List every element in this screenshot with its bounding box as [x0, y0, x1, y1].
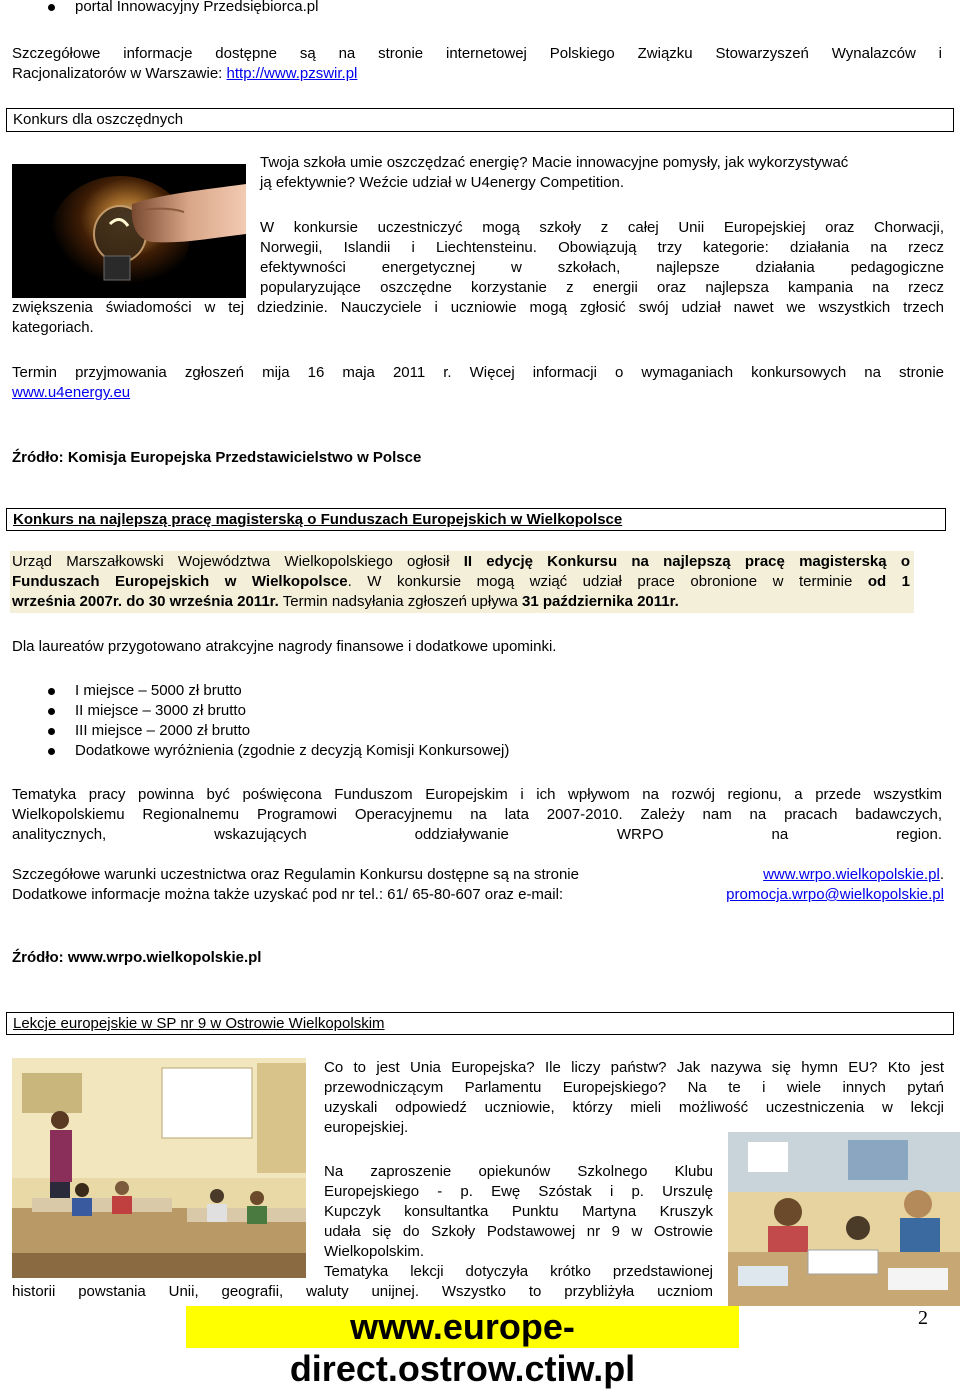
- paragraph-line: udała się do Szkoły Podstawowej nr 9 w Ostrowie: [324, 1223, 713, 1240]
- list-item: Dodatkowe wyróżnienia (zgodnie z decyzją Komisji Konkursowej): [75, 742, 510, 759]
- paragraph-line: W konkursie uczestniczyć mogą szkoły z całej Unii Europejskiej oraz Chorwacji,: [260, 219, 944, 236]
- source-line: Źródło: www.wrpo.wielkopolskie.pl: [12, 949, 262, 966]
- paragraph-line: Wielkopolskiemu Regionalnemu Programowi Operacyjnemu na lata 2007-2010. Zależy nam na pracach badawczych,: [12, 806, 942, 823]
- paragraph-line: Dla laureatów przygotowano atrakcyjne nagrody finansowe i dodatkowe upominki.: [12, 638, 557, 655]
- paragraph-line: europejskiej.: [324, 1119, 409, 1136]
- email-link[interactable]: promocja.wrpo@wielkopolskie.pl: [726, 886, 944, 903]
- paragraph-line: Racjonalizatorów w Warszawie: http://www.pzswir.pl: [12, 65, 358, 82]
- paragraph-line: przewodniczącym Parlamentu Europejskiego? Na te i wiele innych pytań: [324, 1079, 944, 1096]
- section-heading-box: [6, 508, 946, 531]
- paragraph-line: Kupczyk konsultantka Punktu Martyna Kruszyk: [324, 1203, 713, 1220]
- section-heading: Lekcje europejskie w SP nr 9 w Ostrowie Wielkopolskim: [13, 1015, 385, 1032]
- paragraph-line: Norwegii, Islandii i Liechtensteinu. Obowiązują trzy kategorie: działania na rzecz: [260, 239, 944, 256]
- section-heading: Konkurs dla oszczędnych: [13, 111, 184, 128]
- paragraph-line: Dodatkowe informacje można także uzyskać pod nr tel.: 61/ 65-80-607 oraz e-mail: promocja.wrpo@wielkopolskie.pl: [12, 886, 944, 903]
- paragraph-line: Tematyka lekcji dotyczyła krótko przedstawionej: [324, 1263, 713, 1280]
- students-photo: [728, 1132, 960, 1306]
- list-item: II miejsce – 3000 zł brutto: [75, 702, 246, 719]
- page-number: 2: [918, 1307, 928, 1329]
- paragraph-line: ją efektywnie? Weźcie udział w U4energy Competition.: [260, 174, 625, 191]
- paragraph-line: Co to jest Unia Europejska? Ile liczy państw? Jak nazywa się hymn EU? Kto jest: [324, 1059, 944, 1076]
- paragraph-line: popularyzujące oszczędne korzystanie z energii oraz najlepsza kampania na rzecz: [260, 279, 944, 296]
- paragraph-line: zwiększenia świadomości w tej dziedzinie. Nauczyciele i uczniowie mogą zgłosić swój udział nawet we wszystkich trzech: [12, 299, 944, 316]
- paragraph-line: [12, 383, 944, 403]
- paragraph-line: kategoriach.: [12, 319, 94, 336]
- paragraph-line: września 2007r. do 30 września 2011r. Termin nadsyłania zgłoszeń upływa 31 października 2011r.: [12, 593, 679, 610]
- paragraph-line: Termin przyjmowania zgłoszeń mija 16 maja 2011 r. Więcej informacji o wymaganiach konkursowych na stronie: [12, 364, 944, 381]
- footer-url[interactable]: www.europe-direct.ostrow.ctiw.pl: [186, 1306, 739, 1348]
- wrpo-link[interactable]: www.wrpo.wielkopolskie.pl: [763, 866, 940, 883]
- paragraph-line: efektywności energetycznej w szkołach, najlepsze działania pedagogiczne: [260, 259, 944, 276]
- list-item: portal Innowacyjny Przedsiębiorca.pl: [75, 0, 318, 17]
- paragraph-line: historii powstania Unii, geografii, waluty unijnej. Wszystko to przybliżyła uczniom: [12, 1283, 713, 1300]
- paragraph-line: Wielkopolskim.: [324, 1243, 425, 1260]
- paragraph-line: Na zaproszenie opiekunów Szkolnego Klubu: [324, 1163, 713, 1180]
- list-item: I miejsce – 5000 zł brutto: [75, 682, 242, 699]
- paragraph-line: Twoja szkoła umie oszczędzać energię? Macie innowacyjne pomysły, jak wykorzystywać: [260, 154, 849, 171]
- paragraph-line: Szczegółowe warunki uczestnictwa oraz Regulamin Konkursu dostępne są na stronie www.wrpo.wielkopolskie.pl.: [12, 866, 944, 883]
- section-heading-box: [6, 1012, 954, 1035]
- u4energy-link[interactable]: www.u4energy.eu: [12, 384, 131, 401]
- source-line: Źródło: Komisja Europejska Przedstawicielstwo w Polsce: [12, 449, 422, 466]
- section-heading: Konkurs na najlepszą pracę magisterską o Funduszach Europejskich w Wielkopolsce: [13, 511, 623, 528]
- light-bulb-photo: [12, 164, 246, 298]
- paragraph-line: Tematyka pracy powinna być poświęcona Funduszom Europejskim i ich wpływom na rozwój regionu, a przede wszystkim: [12, 786, 942, 803]
- paragraph-line: Funduszach Europejskich w Wielkopolsce. W konkursie mogą wziąć udział prace obronione w terminie od 1: [12, 573, 910, 590]
- pzswir-link[interactable]: http://www.pzswir.pl: [226, 65, 358, 82]
- paragraph-line: uzyskali odpowiedź uczniowie, którzy mieli możliwość uczestniczenia w lekcji: [324, 1099, 944, 1116]
- paragraph-line: Szczegółowe informacje dostępne są na stronie internetowej Polskiego Związku Stowarzyszeń Wynalazców i: [12, 45, 942, 62]
- section-heading-box: [6, 108, 954, 132]
- classroom-photo: [12, 1058, 306, 1278]
- paragraph-line: Urząd Marszałkowski Województwa Wielkopolskiego ogłosił II edycję Konkursu na najlepszą pracę magisterską o: [12, 553, 910, 570]
- paragraph-line: analitycznych, wskazujących oddziaływanie WRPO na region.: [12, 826, 942, 843]
- list-item: III miejsce – 2000 zł brutto: [75, 722, 251, 739]
- paragraph-line: Europejskiego - p. Ewę Szóstak i p. Urszulę: [324, 1183, 713, 1200]
